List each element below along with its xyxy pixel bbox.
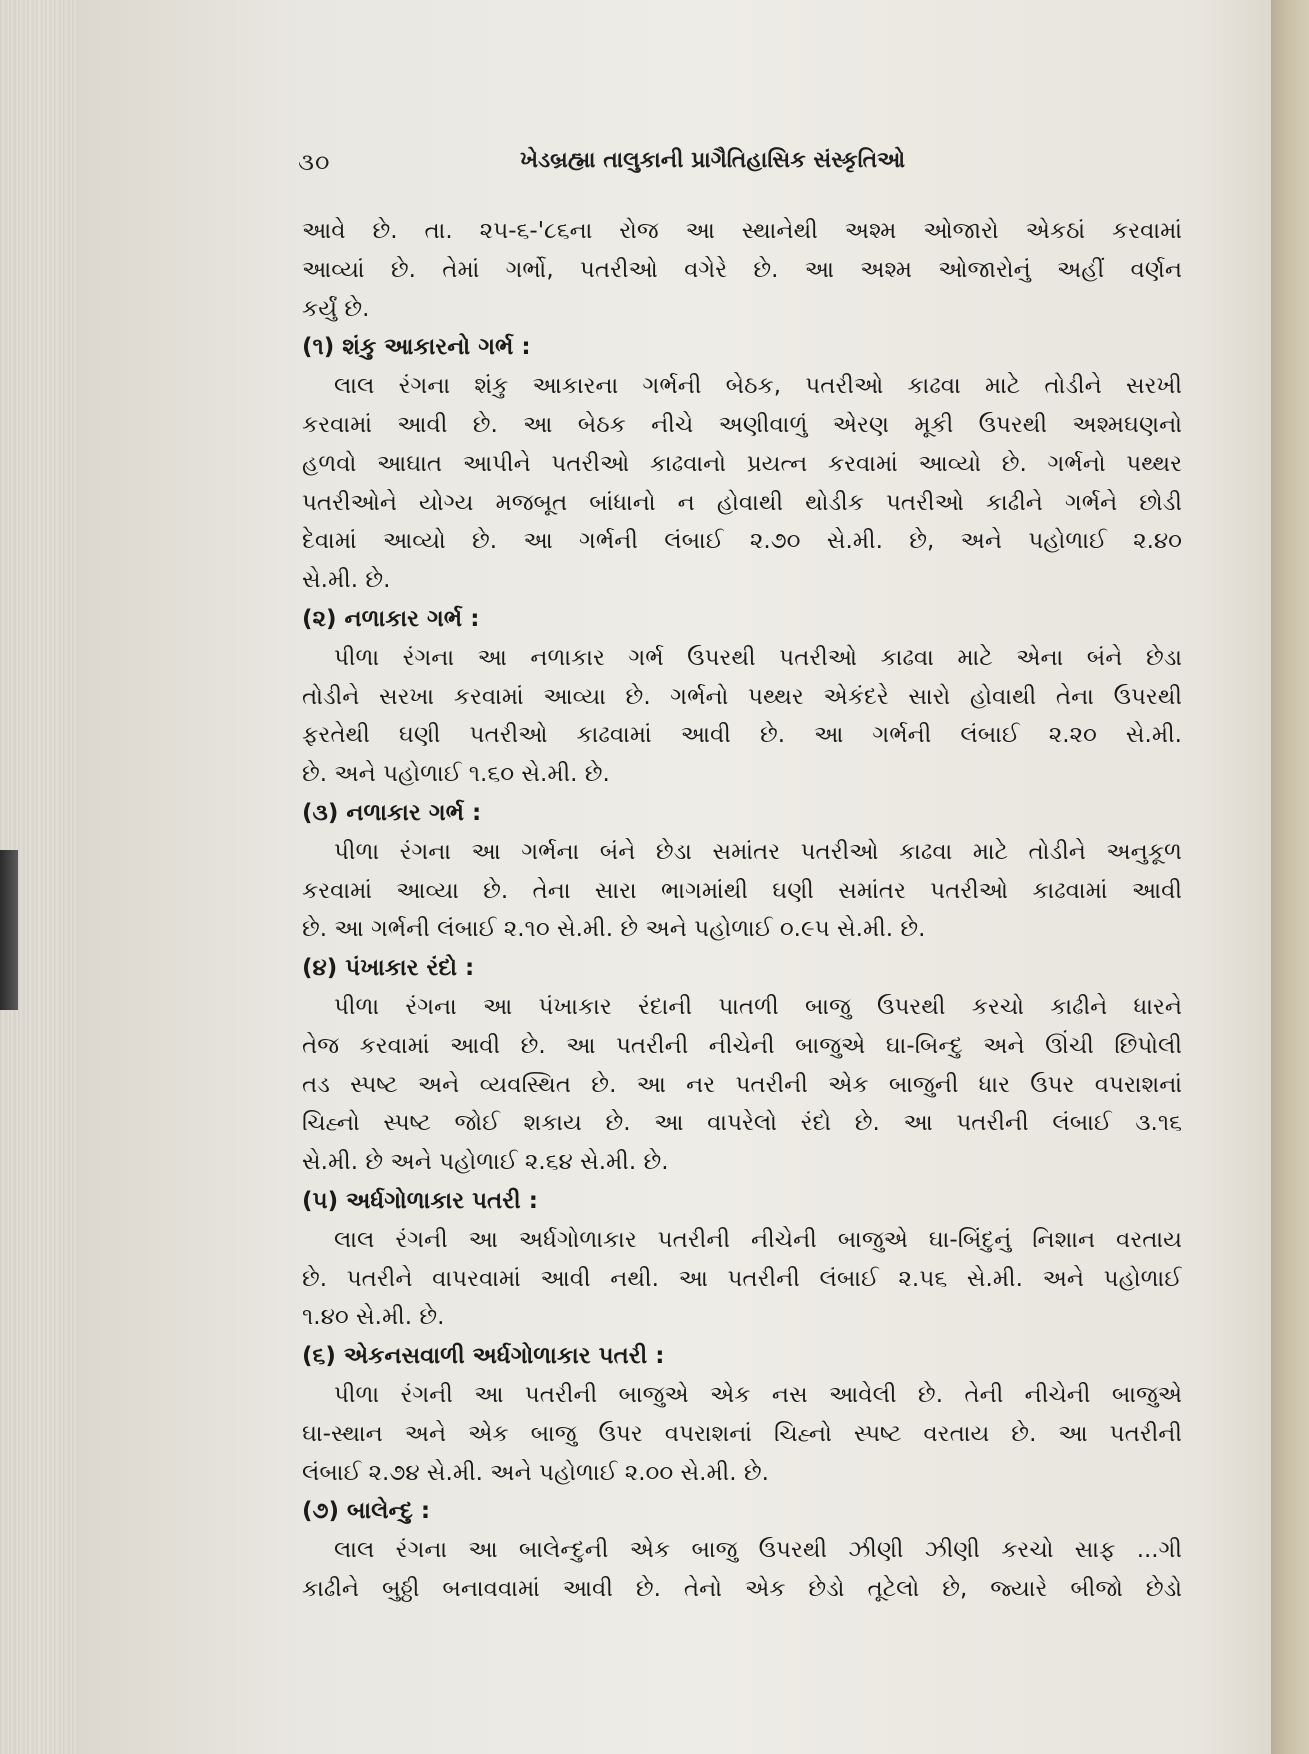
text-line: સે.મી. છે. [302,567,391,594]
section-heading: (૨) નળાકાર ગર્ભ : [302,605,480,632]
text-line: લંબાઈ ૨.૭૪ સે.મી. અને પહોળાઈ ૨.૦૦ સે.મી. છે. [302,1459,769,1486]
section-heading: (૭) બાલેન્દુ : [302,1498,431,1525]
text-line: ૧.૪૦ સે.મી. છે. [302,1304,445,1331]
text-line: લાલ રંગની આ અર્ધગોળાકાર પતરીની નીચેની બાજુએ ઘા-બિંદુનું નિશાન વરતાય [334,1226,1182,1253]
text-line: કર્યું છે. [302,295,370,322]
section-heading: (૩) નળાકાર ગર્ભ : [302,799,482,826]
text-line: કાઢીને બુઠ્ઠી બનાવવામાં આવી છે. તેનો એક છેડો તૂટેલો છે, જ્યારે બીજો છેડો [302,1575,1182,1602]
text-line: તડ સ્પષ્ટ અને વ્યવસ્થિત છે. આ નર પતરીની એક બાજુની ધાર ઉપર વપરાશનાં [302,1071,1182,1098]
text-line: પીળા રંગના આ પંખાકાર રંદાની પાતળી બાજુ ઉપરથી કરચો કાઢીને ધારને [334,993,1182,1020]
page-number: ૩૦ [298,148,331,176]
book-cover-edge [1271,0,1309,1754]
text-line: છે. આ ગર્ભની લંબાઈ ૨.૧૦ સે.મી. છે અને પહોળાઈ ૦.૯૫ સે.મી. છે. [302,916,926,943]
section-heading: (૬) એકનસવાળી અર્ધગોળાકાર પતરી : [302,1343,665,1370]
text-line: હળવો આઘાત આપીને પતરીઓ કાઢવાનો પ્રયત્ન કરવામાં આવ્યો છે. ગર્ભનો પથ્થર [302,450,1182,477]
text-line: દેવામાં આવ્યો છે. આ ગર્ભની લંબાઈ ૨.૭૦ સે.મી. છે, અને પહોળાઈ ૨.૪૦ [302,528,1182,555]
text-line: છે. પતરીને વાપરવામાં આવી નથી. આ પતરીની લંબાઈ ૨.૫૬ સે.મી. અને પહોળાઈ [302,1265,1182,1292]
text-line: આવ્યાં છે. તેમાં ગર્ભો, પતરીઓ વગેરે છે. આ અશ્મ ઓજારોનું અહીં વર્ણન [302,256,1182,283]
page-header [298,148,1018,188]
text-line: ફરતેથી ઘણી પતરીઓ કાઢવામાં આવી છે. આ ગર્ભની લંબાઈ ૨.૨૦ સે.મી. [302,722,1182,749]
text-line: લાલ રંગના આ બાલેન્દુની એક બાજુ ઉપરથી ઝીણી ઝીણી કરચો સાફ ...ગી [334,1537,1182,1564]
text-line: તેજ કરવામાં આવી છે. આ પતરીની નીચેની બાજુએ ઘા-બિન્દુ અને ઊંચી છિપોલી [302,1032,1182,1059]
section-heading: (૧) શંકુ આકારનો ગર્ભ : [302,334,531,361]
text-line: ઘા-સ્થાન અને એક બાજુ ઉપર વપરાશનાં ચિહ્નો સ્પષ્ટ વરતાય છે. આ પતરીની [302,1420,1182,1447]
scan-shadow [0,850,18,1010]
text-line: સે.મી. છે અને પહોળાઈ ૨.૬૪ સે.મી. છે. [302,1149,669,1176]
text-line: ચિહ્નો સ્પષ્ટ જોઈ શકાય છે. આ વાપરેલો રંદો છે. આ પતરીની લંબાઈ ૩.૧૬ [302,1110,1182,1137]
text-line: લાલ રંગના શંકુ આકારના ગર્ભની બેઠક, પતરીઓ કાઢવા માટે તોડીને સરખી [334,373,1182,400]
section-heading: (૫) અર્ધગોળાકાર પતરી : [302,1187,538,1214]
text-line: છે. અને પહોળાઈ ૧.૬૦ સે.મી. છે. [302,761,610,788]
text-line: કરવામાં આવ્યા છે. તેના સારા ભાગમાંથી ઘણી સમાંતર પતરીઓ કાઢવામાં આવી [302,877,1182,904]
running-title: ખેડબ્રહ્મા તાલુકાની પ્રાગૈતિહાસિક સંસ્કૃતિઓ [520,148,906,173]
section-heading: (૪) પંખાકાર રંદો : [302,955,475,982]
text-line: પીળા રંગના આ નળાકાર ગર્ભ ઉપરથી પતરીઓ કાઢવા માટે એના બંને છેડા [334,644,1182,671]
text-line: આવે છે. તા. ૨૫-૬-'૮૬ના રોજ આ સ્થાનેથી અશ્મ ઓજારો એકઠાં કરવામાં [302,218,1182,244]
text-line: કરવામાં આવી છે. આ બેઠક નીચે અણીવાળું એરણ મૂકી ઉપરથી અશ્મઘણનો [302,411,1182,438]
text-line: પીળા રંગની આ પતરીની બાજુએ એક નસ આવેલી છે. તેની નીચેની બાજુએ [334,1381,1182,1408]
text-line: તોડીને સરખા કરવામાં આવ્યા છે. ગર્ભનો પથ્થર એકંદરે સારો હોવાથી તેના ઉપરથી [302,683,1182,710]
text-line: પતરીઓને યોગ્ય મજબૂત બાંધાનો ન હોવાથી થોડીક પતરીઓ કાઢીને ગર્ભને છોડી [302,489,1182,516]
body-text [302,212,1182,1609]
text-line: પીળા રંગના આ ગર્ભના બંને છેડા સમાંતર પતરીઓ કાઢવા માટે તોડીને અનુકૂળ [334,838,1182,865]
